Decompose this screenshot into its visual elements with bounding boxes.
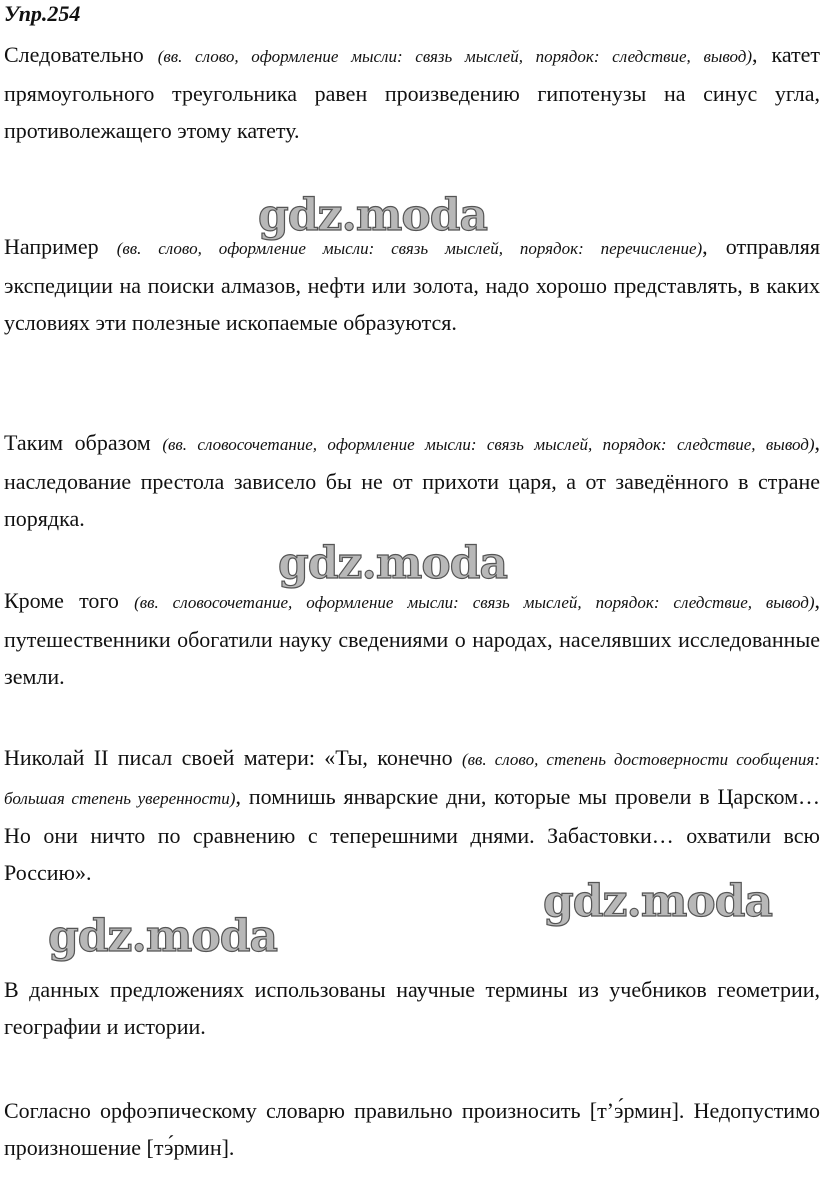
introductory-word: Следовательно — [4, 42, 158, 67]
watermark: gdz.moda — [278, 538, 508, 589]
sentence-text: , отправляя экспедиции на поиски алмазов, нефти или золота, надо хорошо представлять, в каких условиях эти полезные ископаемые образуются. — [4, 234, 820, 335]
grammar-note: (вв. слово, степень достоверности сообщения: большая степень уверенности) — [4, 750, 820, 808]
sentence-text: , помнишь январские дни, которые мы провели в Царском… Но они ничто по сравнению с теперешними днями. Забастовки… охватили всю Россию». — [4, 784, 820, 885]
sentence-text: , наследование престола зависело бы не от прихоти царя, а от заведённого в стране порядка. — [4, 430, 821, 531]
grammar-note: (вв. слово, оформление мысли: связь мыслей, порядок: перечисление) — [116, 239, 703, 258]
introductory-word: Кроме того — [4, 588, 135, 613]
sentence-text: , путешественники обогатили науку сведениями о народах, населявших исследованные земли. — [4, 588, 820, 689]
paragraph-1 — [4, 36, 820, 149]
grammar-note: (вв. слово, оформление мысли: связь мыслей, порядок: следствие, вывод) — [157, 47, 753, 66]
grammar-note: (вв. словосочетание, оформление мысли: связь мыслей, порядок: следствие, вывод) — [162, 435, 815, 454]
introductory-word: Таким образом — [4, 430, 163, 455]
paragraph-4 — [4, 582, 820, 695]
sentence-text: , катет прямоугольного треугольника равен произведению гипотенузы на синус угла, противолежащего этому катету. — [4, 42, 821, 143]
paragraph-7: Согласно орфоэпическому словарю правильно произносить [т’э́рмин]. Недопустимо произношение [тэ́рмин]. — [4, 1098, 820, 1160]
paragraph-5 — [4, 739, 820, 891]
paragraph-3 — [4, 424, 820, 537]
watermark: gdz.moda — [48, 911, 278, 962]
grammar-note: (вв. словосочетание, оформление мысли: связь мыслей, порядок: следствие, вывод) — [134, 593, 815, 612]
paragraph-6: В данных предложениях использованы научные термины из учебников геометрии, географии и истории. — [4, 977, 820, 1039]
exercise-title: Упр.254 — [4, 1, 81, 26]
watermark: gdz.moda — [543, 876, 773, 927]
watermark: gdz.moda — [258, 190, 488, 241]
paragraph-2 — [4, 228, 820, 341]
quote-lead: Николай II писал своей матери: «Ты, конечно — [4, 745, 462, 770]
introductory-word: Например — [4, 234, 117, 259]
